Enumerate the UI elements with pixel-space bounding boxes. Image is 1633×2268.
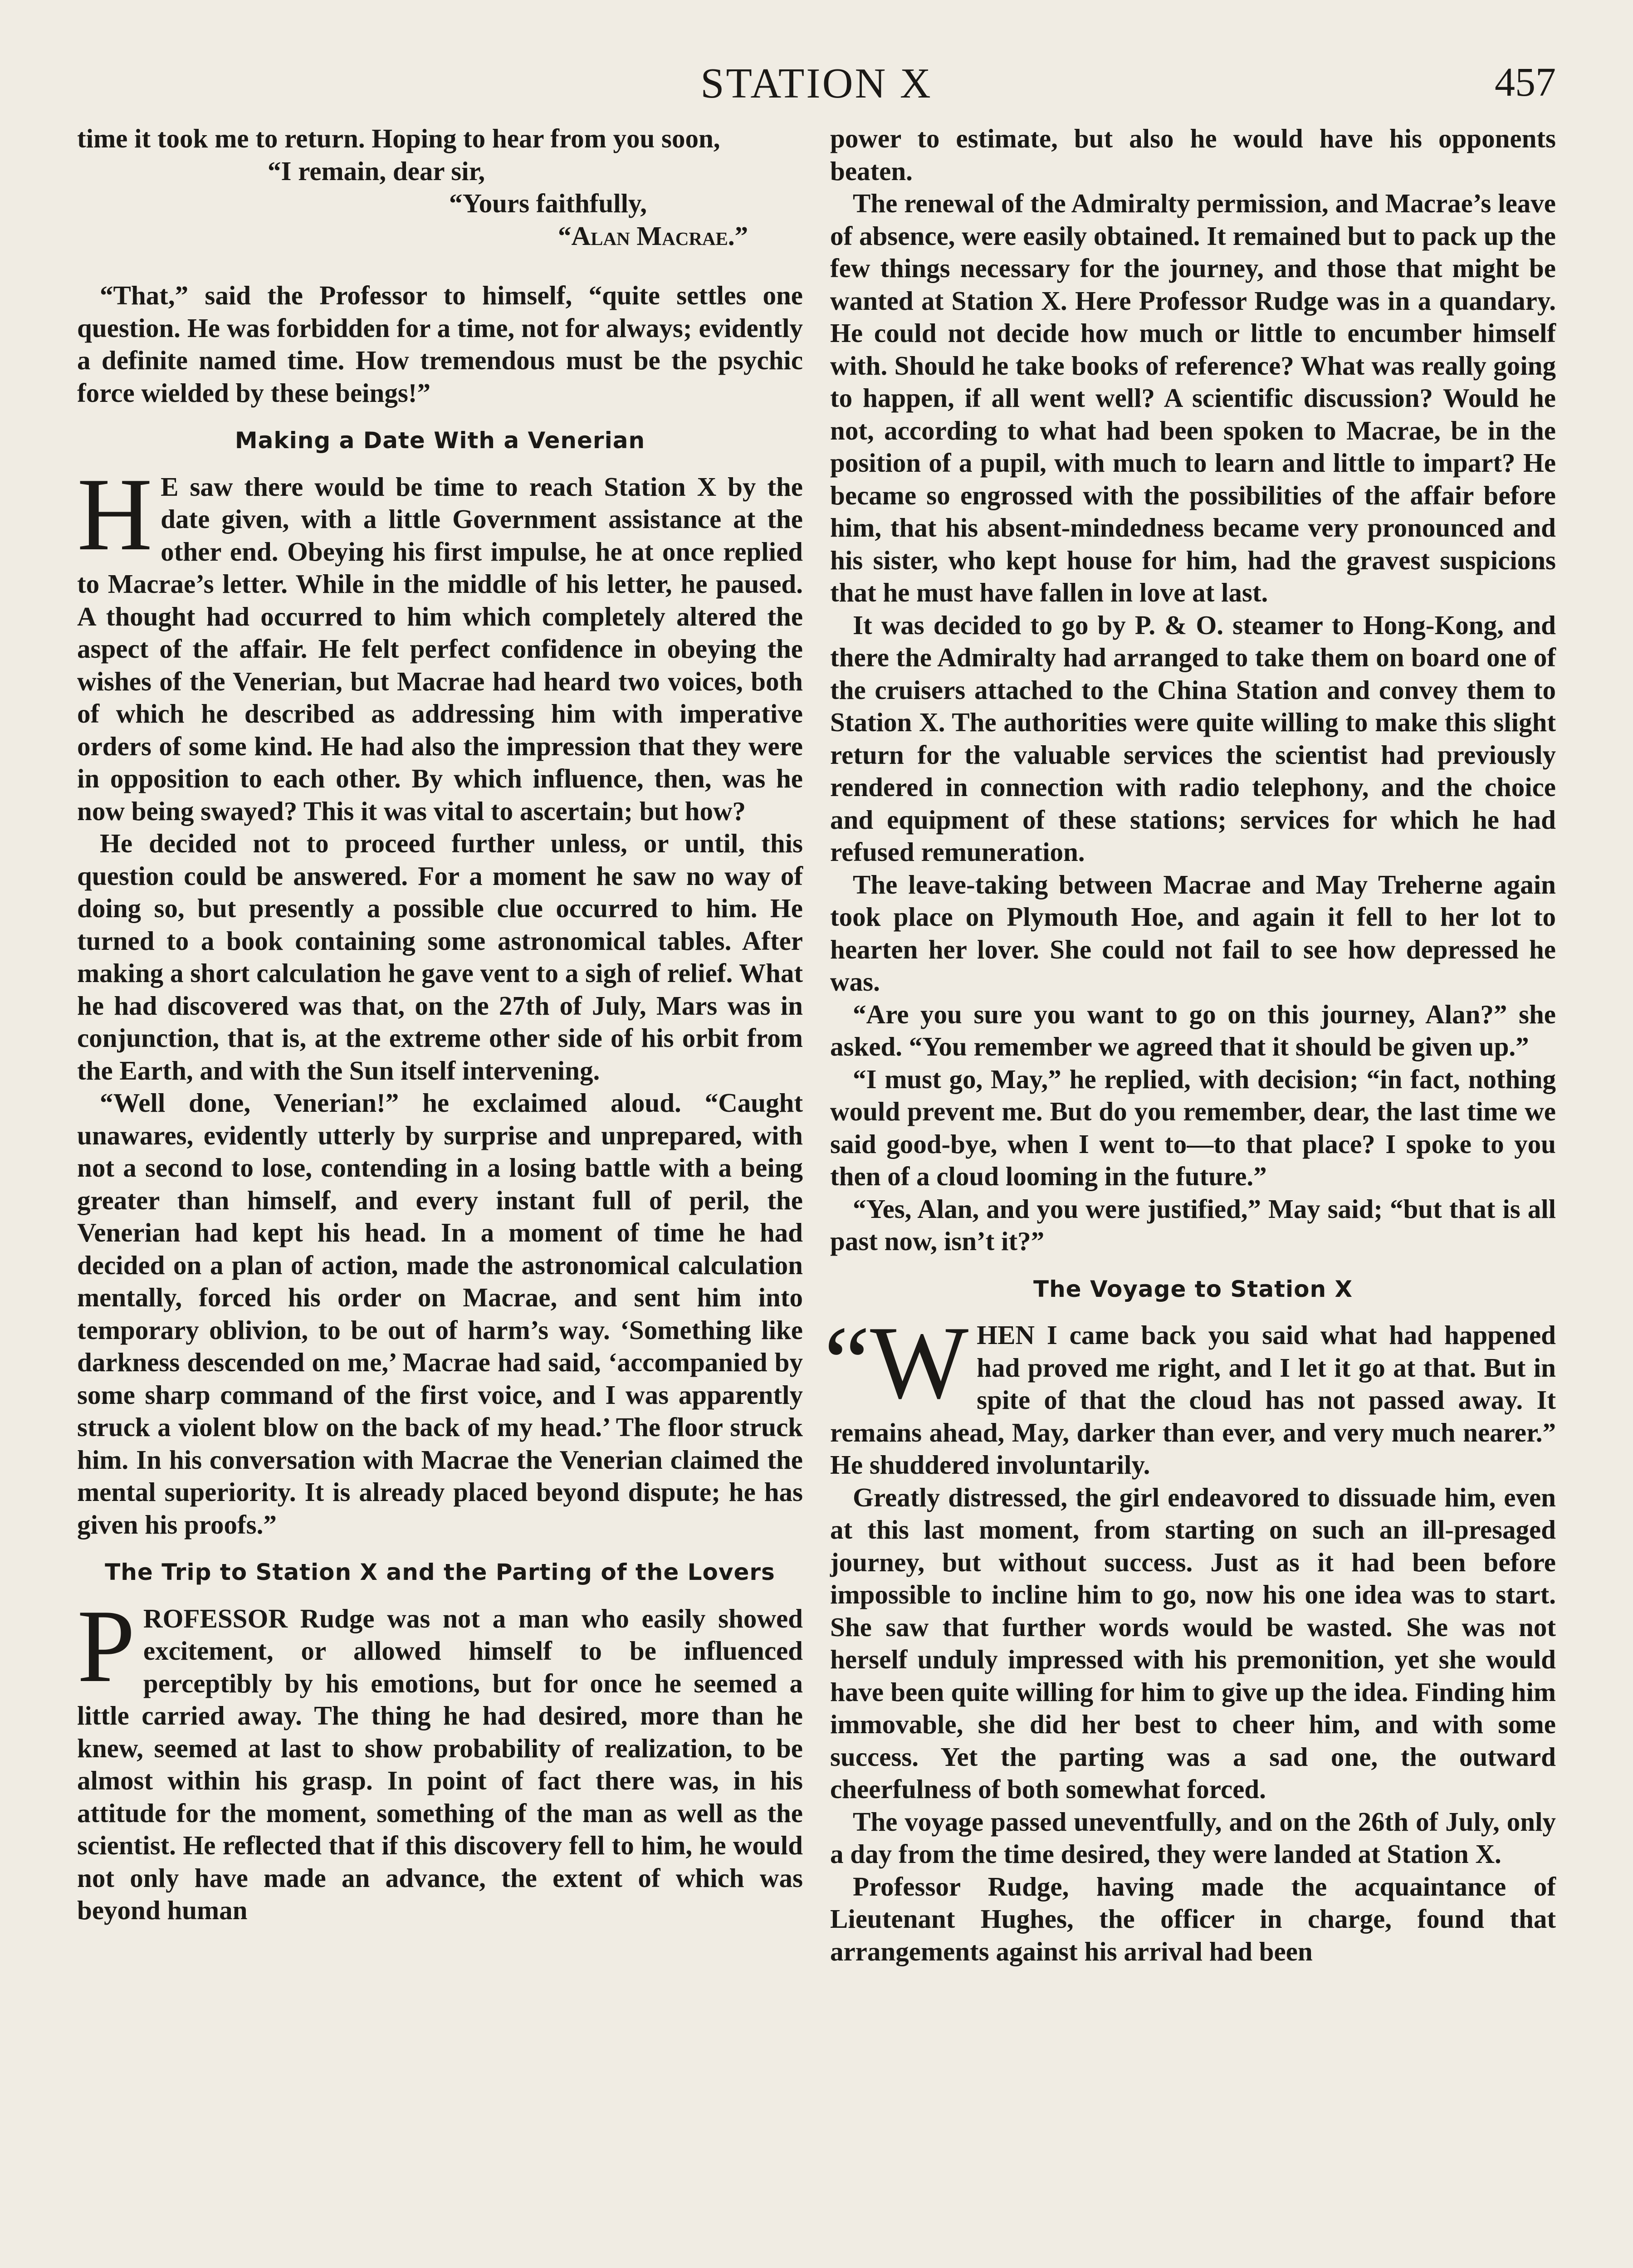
left-column (77, 122, 803, 1927)
drop-cap-w: “W (824, 1305, 969, 1420)
paragraph-when-text: HEN I came back you said what had happened had proved me right, and I let it go at that. But in spite of that the cloud has not passed away. It remains ahead, May, darker than ever, and very much nearer.” He shuddered involuntarily. (830, 1320, 1556, 1480)
closing-line-1: “I remain, dear sir, (268, 156, 485, 186)
page-number: 457 (1495, 60, 1556, 105)
paragraph-rudge (77, 1588, 803, 1927)
paragraph-i-must-go: “I must go, May,” he replied, with decision; “in fact, nothing would prevent me. But do you remember, dear, the last time we said good-bye, when I went to—to that place? I spoke to you then of a cloud looming in the future.” (830, 1064, 1556, 1191)
paragraph-decided-to-go: It was decided to go by P. & O. steamer to Hong-Kong, and there the Admiralty had arranged to take them on board one of the cruisers attached to the China Station and convey them to Station X. The authorities were quite willing to make this slight return for the valuable services the scientist had previously rendered in connection with radio telephony, and the choice and equipment of these stations; services for which he had refused remuneration. (830, 610, 1556, 867)
paragraph-are-you-sure: “Are you sure you want to go on this journey, Alan?” she asked. “You remember we agreed that it should be given up.” (830, 999, 1556, 1061)
paragraph-decided: He decided not to proceed further unless, or until, this question could be answered. For a moment he saw no way of doing so, but presently a possible clue occurred to him. He turned to a book containing some astronomical tables. After making a short calculation he gave vent to a sigh of relief. What he had discovered was that, on the 27th of July, Mars was in conjunction, that is, at the extreme other side of his orbit from the Earth, and with the Sun itself intervening. (77, 828, 803, 1085)
section-heading-trip: The Trip to Station X and the Parting of the Lovers (105, 1559, 775, 1585)
letter-closing (77, 155, 803, 253)
spacer (77, 252, 803, 279)
paragraph-renewal: The renewal of the Admiralty permission, and Macrae’s leave of absence, were easily obtained. It remained but to pack up the few things necessary for the journey, and those that might be wanted at Station X. Here Professor Rudge was in a quandary. He could not decide how much or little to encumber himself with. Should he take books of reference? What was really going to happen, if all went well? A scientific discussion? Would he not, according to what had been spoken to Macrae, be in the position of a pupil, with much to learn and little to impart? He became so engrossed with the possibilities of the affair before him, that his absent-mindedness became very pronounced and his sister, who kept house for him, had the gravest suspicions that he must have fallen in love at last. (830, 188, 1556, 607)
paragraph-leave-taking: The leave-taking between Macrae and May Treherne again took place on Plymouth Hoe, and again it fell to her lot to hearten her lover. She could not fail to see how depressed he was. (830, 869, 1556, 997)
paragraph-he-saw (77, 456, 803, 828)
paragraph-rudge-acquaintance: Professor Rudge, having made the acquaintance of Lieutenant Hughes, the officer in charge, found that arrangements against his arrival had been (830, 1871, 1556, 1966)
page-header (77, 59, 1556, 122)
paragraph-continued: power to estimate, but also he would have his opponents beaten. (830, 123, 1556, 186)
right-column (824, 122, 1556, 1968)
closing-signature: “Alan Macrae.” (558, 220, 748, 251)
paragraph-yes-alan: “Yes, Alan, and you were justified,” May said; “but that is all past now, isn’t it?” (830, 1193, 1556, 1256)
paragraph-voyage: The voyage passed uneventfully, and on the 26th of July, only a day from the time desired, they were landed at Station X. (830, 1806, 1556, 1869)
drop-cap-h: H (77, 456, 153, 572)
paragraph-rudge-text: ROFESSOR Rudge was not a man who easily showed excitement, or allowed himself to be influenced perceptibly by his emotions, but for once he seemed a little carried away. The thing he had desired, more than he knew, seemed at last to show probability of realization, to be almost within his grasp. In point of fact there was, in his attitude for the moment, something of the man as well as the scientist. He reflected that if this discovery fell to him, he would not only have made an advance, the extent of which was beyond human (77, 1603, 803, 1925)
section-heading-venerian: Making a Date With a Venerian (235, 427, 645, 454)
running-title: STATION X (700, 60, 933, 107)
drop-cap-p: P (77, 1588, 135, 1704)
paragraph-when (824, 1305, 1556, 1481)
paragraph-he-saw-text: E saw there would be time to reach Station X by the date given, with a little Government assistance at the other end. Obeying his first impulse, he at once replied to Macrae’s letter. While in the middle of his letter, he paused. A thought had occurred to him which completely altered the aspect of the affair. He felt perfect confidence in obeying the wishes of the Venerian, but Macrae had heard two voices, both of which he described as addressing him with imperative orders of some kind. He had also the impression that they were in opposition to each other. By which influence, then, was he now being swayed? This it was vital to ascertain; but how? (77, 471, 803, 826)
paragraph-greatly: Greatly distressed, the girl endeavored to dissuade him, even at this last moment, from starting on such an ill-presaged journey, but without success. Just as it had been before impossible to incline him to go, now his one idea was to start. She saw that further words would be wasted. She was not herself unduly impressed with his premonition, yet she would have been quite willing for him to give up the idea. Finding him immovable, she did her best to cheer him, and with some success. Yet the parting was a sad one, the outward cheerfulness of both somewhat forced. (830, 1482, 1556, 1804)
closing-line-2: “Yours faithfully, (449, 188, 647, 218)
paragraph-well-done: “Well done, Venerian!” he exclaimed aloud. “Caught unawares, evidently utterly by surprise and unprepared, with not a second to lose, contending in a losing battle with a being greater than himself, and every instant full of peril, the Venerian had kept his head. In a moment of time he had decided on a plan of action, made the astronomical calculation mentally, forced his order on Macrae, and sent him into temporary oblivion, to be out of harm’s way. ‘Something like darkness descended on me,’ Macrae had said, ‘accompanied by some sharp command of the first voice, and I was apparently struck a violent blow on the back of my head.’ The floor struck him. In his conversation with Macrae the Venerian claimed the mental superiority. It is already placed beyond dispute; he has given his proofs.” (77, 1088, 803, 1540)
letter-ending: time it took me to return. Hoping to hear from you soon, (77, 123, 720, 153)
paragraph-professor: “That,” said the Professor to himself, “quite settles one question. He was forbidden for a time, not for always; evidently a definite named time. How tremendous must be the psychic force wielded by these beings!” (77, 280, 803, 408)
section-heading-voyage: The Voyage to Station X (1033, 1276, 1353, 1302)
